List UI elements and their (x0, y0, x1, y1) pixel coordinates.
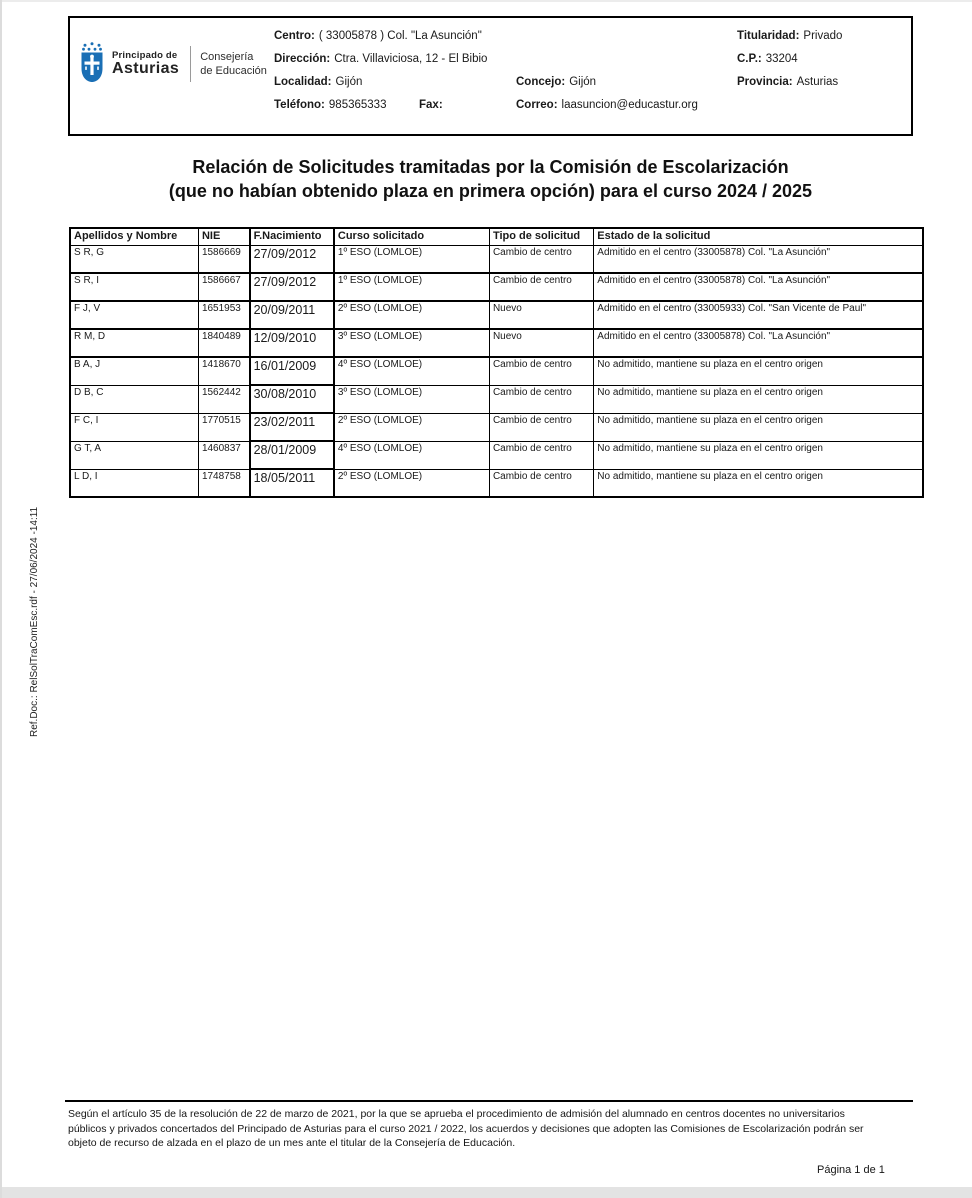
col-header-curso: Curso solicitado (334, 228, 490, 245)
table-cell: S R, I (70, 273, 198, 301)
col-header-fnacimiento: F.Nacimiento (250, 228, 334, 245)
table-cell: D B, C (70, 385, 198, 413)
table-head (70, 228, 923, 245)
col-header-estado: Estado de la solicitud (594, 228, 923, 245)
logo-divider (190, 46, 191, 82)
table-cell: 1562442 (198, 385, 249, 413)
field-localidad-label: Localidad: (274, 76, 332, 88)
table-cell: 20/09/2011 (250, 301, 334, 329)
table-cell: No admitido, mantiene su plaza en el centro origen (594, 469, 923, 497)
table-cell: No admitido, mantiene su plaza en el centro origen (594, 441, 923, 469)
brand-wordmark (112, 51, 179, 78)
table-cell: 12/09/2010 (250, 329, 334, 357)
table-cell: 16/01/2009 (250, 357, 334, 385)
table-cell: 23/02/2011 (250, 413, 334, 441)
table-cell: 3º ESO (LOMLOE) (334, 385, 490, 413)
table-cell: Cambio de centro (489, 273, 593, 301)
field-provincia-label: Provincia: (737, 76, 793, 88)
table-row (70, 385, 923, 413)
field-concejo-label: Concejo: (516, 76, 566, 88)
table-cell: Admitido en el centro (33005933) Col. "San Vicente de Paul" (594, 301, 923, 329)
table-cell: F J, V (70, 301, 198, 329)
table-cell: 27/09/2012 (250, 245, 334, 273)
table-cell: Cambio de centro (489, 245, 593, 273)
table-cell: Cambio de centro (489, 385, 593, 413)
table-cell: No admitido, mantiene su plaza en el centro origen (594, 413, 923, 441)
table-cell: Admitido en el centro (33005878) Col. "La Asunción" (594, 329, 923, 357)
field-correo-label: Correo: (516, 99, 558, 111)
table-cell: 1460837 (198, 441, 249, 469)
legal-footer-text: Según el artículo 35 de la resolución de 22 de marzo de 2021, por la que se aprueba el procedimiento de admisión del alumnado en centros docentes no universitarios públicos y privados concertados del Principado de Asturias para el curso 2021 / 2022, los acuerdos y decisiones que adopten las Comisiones de Escolarización podrán ser objeto de recurso de alzada en el plazo de un mes ante el titular de la Consejería de Educación. (68, 1108, 864, 1150)
field-titularidad-label: Titularidad: (737, 30, 800, 42)
table-cell: Nuevo (489, 329, 593, 357)
solicitudes-table (69, 227, 924, 498)
department-line2: de Educación (200, 65, 267, 77)
field-provincia-value: Asturias (796, 76, 839, 88)
page-bottom-edge (2, 1187, 972, 1198)
field-concejo-value: Gijón (569, 76, 597, 88)
field-telefono (274, 99, 386, 111)
table-cell: L D, I (70, 469, 198, 497)
table-row (70, 469, 923, 497)
page-title-line2: (que no habían obtenido plaza en primera opción) para el curso 2024 / 2025 (168, 180, 813, 201)
table-row (70, 273, 923, 301)
field-fax-label: Fax: (419, 99, 443, 111)
table-cell: G T, A (70, 441, 198, 469)
field-cp (737, 53, 798, 65)
field-direccion (274, 53, 487, 65)
footer-divider (65, 1100, 913, 1102)
table-cell: S R, G (70, 245, 198, 273)
page-top-edge (2, 0, 972, 2)
table-cell: 1840489 (198, 329, 249, 357)
brand-line-big: Asturias (112, 59, 180, 77)
table-row (70, 413, 923, 441)
table-cell: Cambio de centro (489, 413, 593, 441)
field-telefono-label: Teléfono: (274, 99, 325, 111)
department-name (200, 50, 267, 79)
field-direccion-value: Ctra. Villaviciosa, 12 - El Bibio (334, 53, 488, 65)
table-cell: 1651953 (198, 301, 249, 329)
field-telefono-value: 985365333 (328, 99, 387, 111)
table-cell: Admitido en el centro (33005878) Col. "La Asunción" (594, 245, 923, 273)
field-localidad-value: Gijón (335, 76, 363, 88)
table-cell: F C, I (70, 413, 198, 441)
table-cell: 1º ESO (LOMLOE) (334, 245, 490, 273)
table-cell: 1418670 (198, 357, 249, 385)
table-cell: 1586667 (198, 273, 249, 301)
table-cell: 2º ESO (LOMLOE) (334, 301, 490, 329)
table-cell: No admitido, mantiene su plaza en el centro origen (594, 385, 923, 413)
table-cell: No admitido, mantiene su plaza en el centro origen (594, 357, 923, 385)
table-cell: 28/01/2009 (250, 441, 334, 469)
table-cell: Cambio de centro (489, 357, 593, 385)
department-line1: Consejería (200, 50, 254, 63)
table-cell: Admitido en el centro (33005878) Col. "La Asunción" (594, 273, 923, 301)
table-cell: Cambio de centro (489, 441, 593, 469)
field-provincia (737, 76, 838, 88)
col-header-nie: NIE (198, 228, 249, 245)
field-cp-value: 33204 (765, 53, 798, 65)
col-header-apellidos: Apellidos y Nombre (70, 228, 198, 245)
col-header-tipo: Tipo de solicitud (489, 228, 593, 245)
table-header-row (70, 228, 923, 245)
field-fax (419, 99, 447, 111)
table-cell: 4º ESO (LOMLOE) (334, 441, 490, 469)
table-cell: Cambio de centro (489, 469, 593, 497)
table-cell: 1770515 (198, 413, 249, 441)
table-cell: 2º ESO (LOMLOE) (334, 413, 490, 441)
page-title-line1: Relación de Solicitudes tramitadas por la Comisión de Escolarización (192, 157, 789, 177)
table-cell: 30/08/2010 (250, 385, 334, 413)
field-direccion-label: Dirección: (274, 53, 331, 65)
table-cell: B A, J (70, 357, 198, 385)
page-number: Página 1 de 1 (817, 1164, 885, 1176)
field-titularidad-value: Privado (803, 30, 843, 42)
field-cp-label: C.P.: (737, 53, 762, 65)
table-cell: R M, D (70, 329, 198, 357)
table-cell: 4º ESO (LOMLOE) (334, 357, 490, 385)
brand-line-small: Principado de (112, 49, 178, 61)
table-cell: 1748758 (198, 469, 249, 497)
table-row (70, 245, 923, 273)
field-localidad (274, 76, 362, 88)
page-title (68, 156, 913, 204)
table-body (70, 245, 923, 497)
field-centro-value: ( 33005878 ) Col. "La Asunción" (318, 30, 482, 42)
asturias-logo (80, 42, 267, 86)
field-centro-label: Centro: (274, 30, 315, 42)
table-cell: 27/09/2012 (250, 273, 334, 301)
table-cell: 1586669 (198, 245, 249, 273)
field-correo-value: laasuncion@educastur.org (561, 99, 698, 111)
table-cell: 18/05/2011 (250, 469, 334, 497)
center-header-box (68, 16, 913, 136)
field-titularidad (737, 30, 842, 42)
solicitudes-table-wrap (69, 227, 924, 498)
field-centro (274, 30, 482, 42)
field-correo (516, 99, 698, 111)
asturias-shield-icon (80, 42, 104, 86)
table-cell: 2º ESO (LOMLOE) (334, 469, 490, 497)
ref-doc-vertical-text: Ref.Doc.: RelSolTraComEsc.rdf - 27/06/2024 -14:11 (29, 506, 40, 737)
table-row (70, 301, 923, 329)
table-cell: 1º ESO (LOMLOE) (334, 273, 490, 301)
table-row (70, 329, 923, 357)
table-cell: 3º ESO (LOMLOE) (334, 329, 490, 357)
table-cell: Nuevo (489, 301, 593, 329)
field-concejo (516, 76, 596, 88)
table-row (70, 357, 923, 385)
table-row (70, 441, 923, 469)
